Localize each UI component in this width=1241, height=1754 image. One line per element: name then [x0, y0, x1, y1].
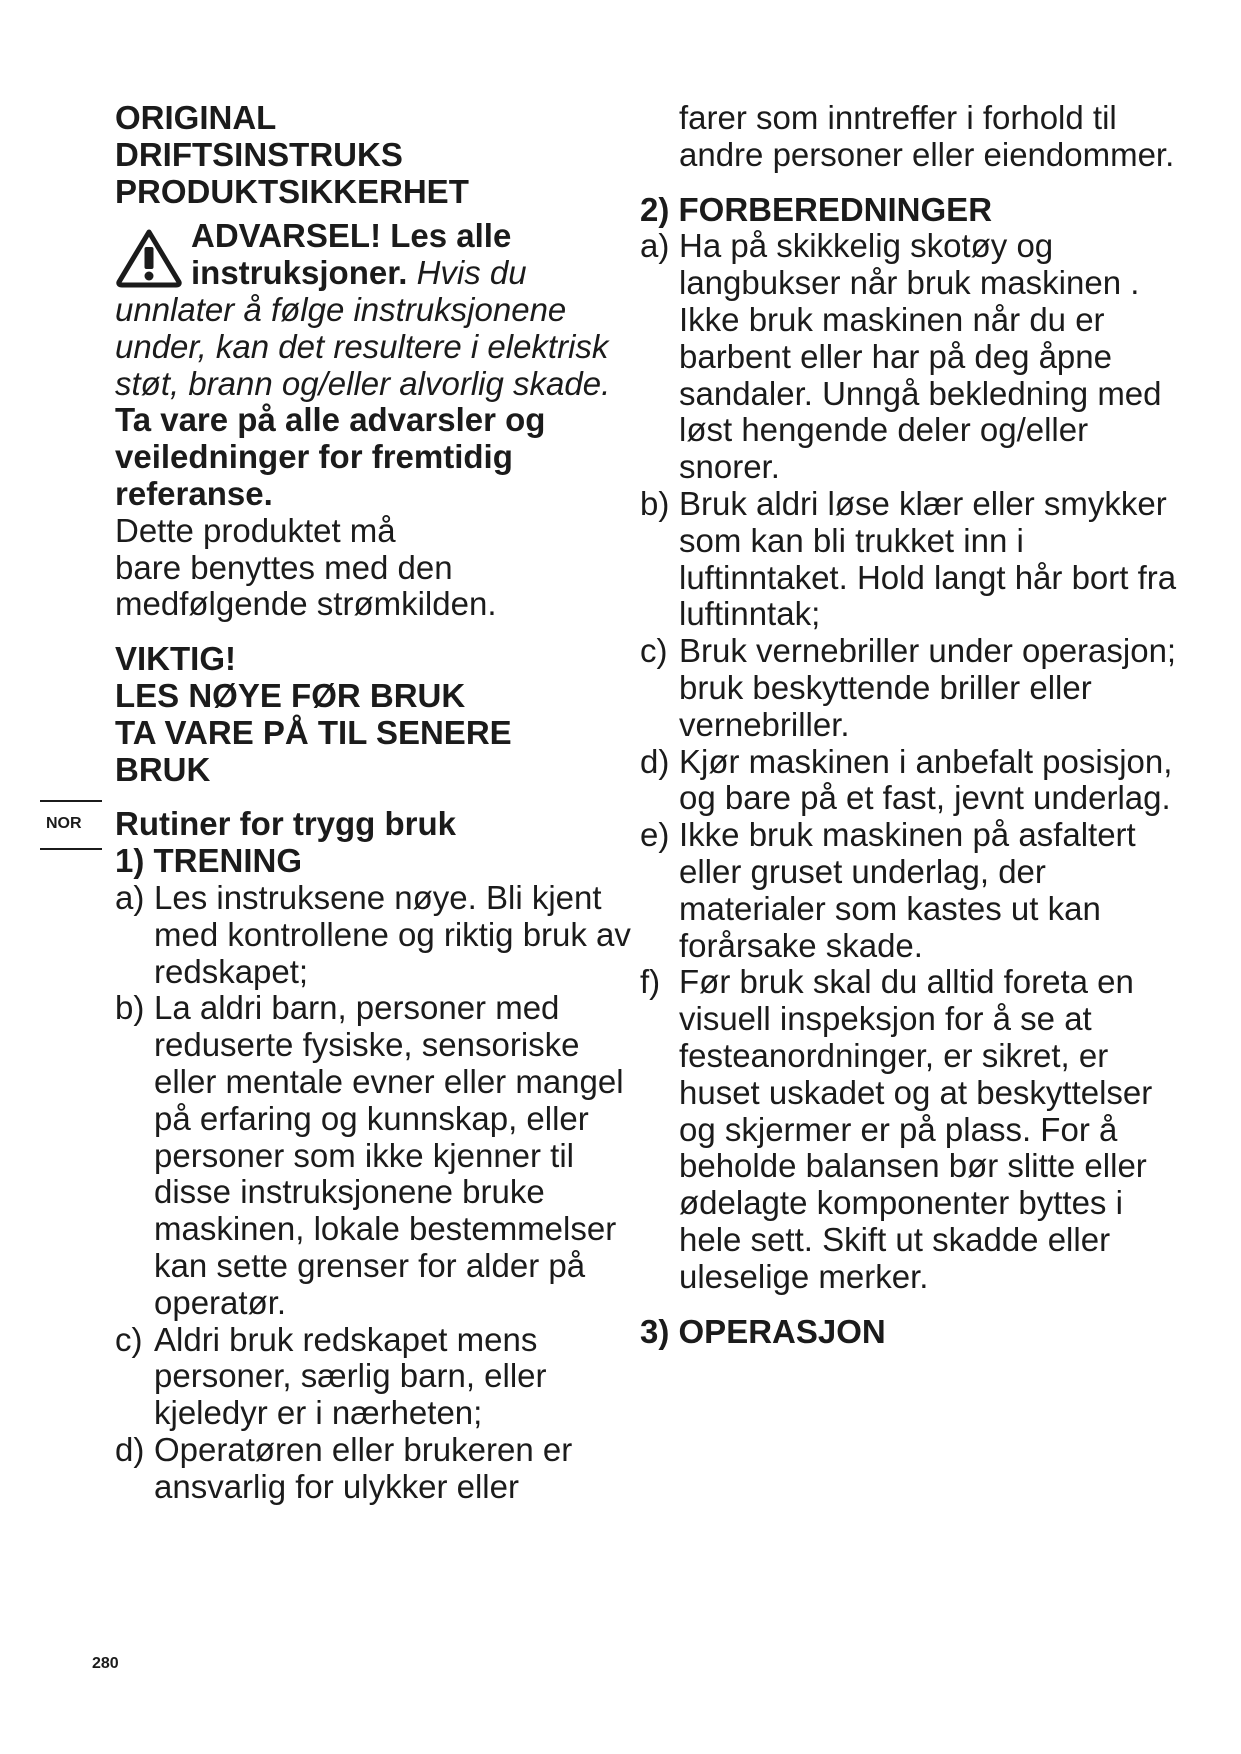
operation-heading: 3) OPERASJON [640, 1312, 886, 1350]
warning-heading-2: instruksjoner. [191, 254, 408, 292]
list-item: e) Ikke bruk maskinen på asfaltert eller gruset underlag, der materialer som kastes ut kan forårsake skade. [640, 816, 1136, 964]
warning-heading: ADVARSEL! Les alle [191, 217, 512, 255]
page-number: 280 [92, 1655, 119, 1672]
warning-block [115, 218, 635, 402]
list-item: f) Før bruk skal du alltid foreta en visuell inspeksjon for å se at festeanordninger, er sikret, er huset uskadet og at beskyttelser og skjermer er på plass. For å beholde balansen bør slitte eller ødelagte komponenter byttes i hele sett. Skift ut skadde eller uleselige merker. [640, 963, 1153, 1295]
warning-text-start: Hvis du [416, 254, 527, 292]
keep-instructions-note: Ta vare på alle advarsler og veiledninger for fremtidig referanse. [115, 401, 546, 512]
training-list [115, 880, 635, 1506]
document-title: ORIGINAL DRIFTSINSTRUKS PRODUKTSIKKERHET [115, 99, 469, 210]
important-notice: VIKTIG! LES NØYE FØR BRUK TA VARE PÅ TIL SENERE BRUK [115, 640, 512, 788]
warning-triangle-icon [115, 228, 183, 288]
list-item: b) Bruk aldri løse klær eller smykker som kan bli trukket inn i luftinntaket. Hold langt hår bort fra luftinntak; [640, 484, 1177, 633]
routines-heading: Rutiner for trygg bruk [115, 805, 457, 843]
language-tab [40, 800, 102, 850]
list-item: d) Kjør maskinen i anbefalt posisjon, og bare på et fast, jevnt underlag. [640, 742, 1173, 817]
list-item: c) Bruk vernebriller under operasjon; bruk beskyttende briller eller vernebriller. [640, 632, 1177, 743]
continued-text: farer som inntreffer i forhold til andre personer eller eiendommer. [679, 99, 1175, 173]
power-source-note: Dette produktet må bare benyttes med den medfølgende strømkilden. [115, 511, 497, 623]
preparations-list [640, 228, 1180, 1295]
list-item: b) La aldri barn, personer med reduserte fysiske, sensoriske eller mentale evner eller mangel på erfaring og kunnskap, eller personer som ikke kjenner til disse instruksjonene bruke maskinen, lokale bestemmelser kan sette grenser for alder på operatør. [115, 989, 624, 1321]
training-heading: 1) TRENING [115, 842, 303, 880]
right-column [640, 100, 1180, 1350]
warning-text: unnlater å følge instruksjonene under, kan det resultere i elektrisk støt, brann og/eller alvorlig skade. [115, 290, 611, 402]
preparations-heading: 2) FORBEREDNINGER [640, 190, 993, 228]
left-column [115, 100, 635, 1505]
language-code: NOR [46, 815, 82, 832]
list-item: d) Operatøren eller brukeren er ansvarlig for ulykker eller [115, 1430, 573, 1505]
list-item: c) Aldri bruk redskapet mens personer, særlig barn, eller kjeledyr er i nærheten; [115, 1320, 547, 1432]
list-item: a) Les instruksene nøye. Bli kjent med kontrollene og riktig bruk av redskapet; [115, 878, 631, 990]
list-item: a) Ha på skikkelig skotøy og langbukser når bruk maskinen . Ikke bruk maskinen når du er barbent eller har på deg åpne sandaler. Unngå bekledning med løst hengende deler og/eller snorer. [640, 227, 1162, 486]
